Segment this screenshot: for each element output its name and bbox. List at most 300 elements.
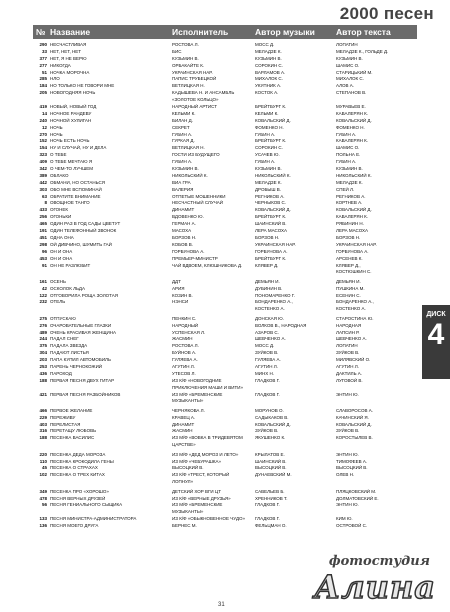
- song-lyrics-author: КОВАЛЬСКИЙ Д.: [336, 117, 372, 123]
- table-row: [33, 350, 417, 357]
- song-lyrics-author: ШАМИС О.: [336, 145, 360, 151]
- song-number: 220: [39, 451, 47, 457]
- song-lyrics-author: ПУШКИНА М.: [336, 285, 365, 291]
- song-lyrics-author: ЭНТИН Ю.: [336, 391, 359, 397]
- song-number: 110: [39, 458, 47, 464]
- song-number: 8: [44, 200, 47, 206]
- song-performer: «ЗОЛОТОЕ КОЛЬЦО»: [172, 97, 219, 103]
- song-number: 203: [39, 357, 47, 363]
- song-title: ОСЕНЬ: [50, 278, 66, 284]
- song-title: НУ И СЛУЧАЙ, НУ И ДЕЛА: [50, 145, 107, 151]
- song-performer: ИЗ М/Ф «ВОВКА В ТРИДЕВЯТОМ: [172, 435, 243, 441]
- song-performer: ВДОВЕНКО Ю.: [172, 214, 204, 220]
- song-lyrics-author: КУЗЬМИН В.: [336, 166, 363, 172]
- table-row: [33, 269, 417, 276]
- song-lyrics-author: МЕЛАДЗЕ К., ГОЛЬДЕ Д.: [336, 48, 389, 54]
- song-number: 304: [39, 350, 47, 356]
- song-music-author: ГЛАДКОВ Г.: [255, 502, 280, 508]
- table-row: [33, 415, 417, 422]
- song-music-author: ДУНАЕВСКИЙ М.: [255, 472, 292, 478]
- song-lyrics-author: КАВАЛЕРЯН К.: [336, 110, 369, 116]
- song-lyrics-author: ЛОПАТИН: [336, 42, 358, 47]
- song-lyrics-author: КАВАЛЕРЯН К.: [336, 214, 369, 220]
- song-number: 466: [39, 407, 47, 413]
- song-lyrics-author: РЯБИНИН Н.: [336, 221, 364, 227]
- table-row: [33, 465, 417, 472]
- song-music-author: СОРОКИН С.: [255, 62, 283, 68]
- song-lyrics-author: ДЕМЬЯН И.: [336, 278, 361, 284]
- song-title: НО ТОЛЬКО НЕ ГОВОРИ МНЕ: [50, 83, 115, 89]
- song-performer: ИЗ М/Ф «ДЕД МОРОЗ И ЛЕТО»: [172, 451, 239, 457]
- song-lyrics-author: ЭНТИН Ю.: [336, 502, 359, 508]
- song-performer: ГЕРМАН А.: [172, 221, 196, 227]
- song-title: ПЕСЕНКА О СТРАХАХ: [50, 465, 98, 471]
- song-lyrics-author: ОСТРОВОЙ С.: [336, 523, 368, 529]
- song-title: ПЕСЕНКА ПРО «ХОРОШО»: [50, 488, 109, 494]
- song-lyrics-author: КИМ Ю.: [336, 516, 353, 522]
- song-title: ПАРОХОД: [50, 370, 72, 376]
- song-performer: ЧАЙ ВДВОЕМ, КЛЮШНИКОВА Д.: [172, 262, 243, 268]
- song-music-author: ГЛАДКОВ Г.: [255, 391, 280, 397]
- song-title: ОБРАТИТЕ ВНИМАНИЕ: [50, 193, 101, 199]
- song-number: 42: [41, 285, 47, 291]
- song-performer: ГОРБУНОВА А.: [172, 248, 205, 254]
- song-music-author: МОСС Д.: [255, 343, 275, 349]
- song-lyrics-author: КОСТЕНКО А.: [336, 306, 366, 312]
- song-lyrics-author: ШЕВЧЕНКО А.: [336, 336, 367, 342]
- song-music-author: БРЕЙТБУРГ К.: [255, 104, 287, 110]
- song-performer: КУЗЬМИН В.: [172, 166, 199, 172]
- song-number: 409: [39, 159, 47, 165]
- song-title: НОЧНОЙ ХУЛИГАН: [50, 117, 92, 123]
- song-title: ОДНА ОНА: [50, 234, 74, 240]
- song-performer: ВЕТЛИЦКАЯ Н.: [172, 83, 205, 89]
- table-row: [33, 343, 417, 350]
- song-lyrics-author: ШАМИС О.: [336, 62, 360, 68]
- table-row: [33, 256, 417, 263]
- song-music-author: ШАИНСКИЙ В.: [255, 221, 287, 227]
- song-number: 419: [39, 104, 47, 110]
- song-music-author: САВЕЛЬЕВ Б.: [255, 488, 285, 494]
- song-lyrics-author: УКРАИНСКАЯ НАР.: [336, 241, 377, 247]
- song-performer: ИЗ М/Ф «ЧЕБУРАШКА»: [172, 458, 222, 464]
- song-title: ПЕСЕНКА ВАСИЛИС: [50, 435, 95, 441]
- song-music-author: КОВАЛЬСКИЙ Д.: [255, 421, 291, 427]
- song-performer: ДЕТСКИЙ ХОР ВГИ ЦТ: [172, 488, 221, 494]
- song-music-author: АГУТИН Л.: [255, 363, 278, 369]
- song-performer: ДИНАМИТ: [172, 207, 195, 213]
- song-performer: УСПЕНСКАЯ Л.: [172, 329, 206, 335]
- table-row: [33, 502, 417, 509]
- song-music-author: КРЫЛАТОВ Е.: [255, 451, 285, 457]
- song-number: 436: [39, 370, 47, 376]
- song-music-author: МИХАЛОК С.: [255, 76, 283, 82]
- song-performer: КРАВЕЦ А.: [172, 414, 196, 420]
- song-number: 96: [41, 248, 47, 254]
- song-performer: ПАПИС ТРУБЕЦКОЙ: [172, 76, 217, 82]
- song-number: 285: [39, 76, 47, 82]
- song-performer: ГОСТИ ИЗ БУДУЩЕГО: [172, 152, 220, 158]
- song-performer: ИЗ К/Ф «ВЕРНЫЕ ДРУЗЬЯ»: [172, 495, 231, 501]
- song-lyrics-author: ЛУГОВОЙ В.: [336, 377, 363, 383]
- song-title: НЕСЧАСТЛИВАЯ: [50, 42, 87, 47]
- table-row: [33, 180, 417, 187]
- song-performer: КОЗИН В.: [172, 292, 193, 298]
- table-row: [33, 56, 417, 63]
- song-lyrics-author: СЛАВОРОСОВ А.: [336, 407, 373, 413]
- table-row: [33, 408, 417, 415]
- table-row: [33, 371, 417, 378]
- table-row: [33, 442, 417, 449]
- song-music-author: РЕГНИКОВ А.: [255, 193, 285, 199]
- song-performer: ДДТ: [172, 278, 181, 284]
- song-performer: РОСТОВА Л.: [172, 42, 199, 47]
- song-title: НОЧЬ: [50, 131, 63, 137]
- song-lyrics-author: ГОРБУНОВА А.: [336, 248, 369, 254]
- disc-label: ДИСК: [426, 311, 446, 318]
- song-number: 465: [39, 221, 47, 227]
- table-row: [33, 472, 417, 479]
- song-lyrics-author: МИХАЛОК С.: [336, 76, 364, 82]
- table-row: [33, 306, 417, 313]
- song-performer: ВИА ГРА: [172, 179, 191, 185]
- song-music-author: ДУБИНИН В.: [255, 285, 283, 291]
- table-row: [33, 249, 417, 256]
- song-lyrics-author: ГУБИН А.: [336, 159, 357, 165]
- song-lyrics-author: АЛОВ А.: [336, 83, 355, 89]
- song-lyrics-author: ЛАПСИН Р.: [336, 329, 360, 335]
- song-lyrics-author: ГУБИН А.: [336, 131, 357, 137]
- table-row: [33, 214, 417, 221]
- song-title: ОДИН ТЕЛЕФОННЫЙ ЗВОНОК: [50, 228, 117, 234]
- song-title: ОН НЕ РАЗЛЮБИТ: [50, 262, 91, 268]
- song-number: 45: [41, 465, 47, 471]
- song-number: 316: [39, 428, 47, 434]
- song-title: ОТПУСКАЮ: [50, 315, 76, 321]
- table-row: [33, 242, 417, 249]
- song-music-author: НИКОЛЬСКИЙ К.: [255, 172, 291, 178]
- song-performer: НАРОДНЫЙ: [172, 322, 199, 328]
- song-title: НЕТ, НЕТ, НЕТ: [50, 48, 82, 54]
- song-lyrics-author: МЕЛАДЗЕ К.: [336, 179, 363, 185]
- table-row: [33, 452, 417, 459]
- song-title: ОН И ОНА: [50, 248, 73, 254]
- song-music-author: КУЗЬМИН В.: [255, 166, 282, 172]
- song-performer: ЖАСМИН: [172, 428, 193, 434]
- song-title: ПЕРВАЯ ПЕСНЯ ДВУХ ГИТАР: [50, 377, 115, 383]
- song-title: ПАДАЛА ЗВЕЗДА: [50, 343, 88, 349]
- song-lyrics-author: ЗУЙКОВ В.: [336, 428, 360, 434]
- song-music-author: ГУЛЯЕВА А.: [255, 357, 281, 363]
- song-performer: АРИЯ: [172, 285, 185, 291]
- song-title: ОГОНЕК: [50, 207, 69, 213]
- song-lyrics-author: АГУТИН Л.: [336, 363, 359, 369]
- song-number: 377: [39, 55, 47, 61]
- song-number: 270: [39, 131, 47, 137]
- song-title: ОВОЩНОЕ ТАНГО: [50, 200, 90, 206]
- song-title: НОВОГОДНЯЯ НОЧЬ: [50, 90, 96, 96]
- song-performer: БУЙНОВ А.: [172, 350, 197, 356]
- song-music-author: ДРОБЫШ В.: [255, 186, 282, 192]
- song-title: ПЕРЕЛИСТАЯ: [50, 421, 81, 427]
- table-row: [33, 104, 417, 111]
- song-lyrics-author: НАРОДНАЯ: [336, 322, 362, 328]
- header-performer: Исполнитель: [172, 27, 229, 37]
- song-lyrics-author: ДАКТИЛЬ А.: [336, 370, 363, 376]
- table-row: [33, 97, 417, 104]
- table-row: [33, 194, 417, 201]
- song-music-author: КОСТОК А.: [255, 90, 279, 96]
- song-title: ПЕРЕЖИВУ: [50, 414, 76, 420]
- song-music-author: КЕЛЬМИ К.: [255, 110, 279, 116]
- song-performer: ГУЛЯЕВА А.: [172, 357, 198, 363]
- song-lyrics-author: ВЫСОЦКИЙ В.: [336, 465, 368, 471]
- song-title: ПАПА КУПИЛ АВТОМОБИЛЬ: [50, 357, 111, 363]
- song-music-author: МОРУНОВ О.: [255, 407, 284, 413]
- song-title: НОЧЬ ЕСТЬ НОЧЬ: [50, 138, 90, 144]
- song-title: ПАДАЮТ ЛИСТЬЯ: [50, 350, 89, 356]
- table-row: [33, 187, 417, 194]
- song-number: 303: [39, 186, 47, 192]
- table-row: [33, 263, 417, 270]
- song-performer: МАСОХА: [172, 228, 192, 234]
- song-music-author: БРЕЙТБУРГ К.: [255, 214, 287, 220]
- song-music-author: СОРОКИН С.: [255, 145, 283, 151]
- song-performer: ИЗ М/Ф «БРЕМЕНСКИЕ: [172, 391, 223, 397]
- song-lyrics-author: КОРОСТЫЛЕВ В.: [336, 435, 373, 441]
- song-title: НИКОГДА: [50, 62, 71, 68]
- song-title: ОТЕЛЬ: [50, 299, 66, 305]
- song-title: ОБМАНИ, НО ОСТАНЬСЯ: [50, 179, 105, 185]
- song-lyrics-author: СТАРИЦЬКИЙ М.: [336, 69, 373, 75]
- table-row: [33, 357, 417, 364]
- song-music-author: ВАРЛАМОВ А.: [255, 69, 286, 75]
- song-performer: ПРЕМЬЕР-МИНИСТР: [172, 255, 218, 261]
- table-row: [33, 489, 417, 496]
- song-performer: ГУРКАЯ Д.: [172, 138, 195, 144]
- header-num: №: [36, 27, 46, 37]
- header-title: Название: [50, 27, 91, 37]
- song-title: ОБО МНЕ ВСПОМИНАЙ: [50, 186, 102, 192]
- song-performer: КУЗЬМИН В.: [172, 55, 199, 61]
- song-performer: ВАЛЕРИЯ: [172, 186, 194, 192]
- song-performer: РОСТОВА Л.: [172, 343, 199, 349]
- song-title: ПЕСНЯ МОЕГО ДРУГА: [50, 523, 99, 529]
- song-performer: ЧЕРНЯКОВА Л.: [172, 407, 205, 413]
- song-lyrics-author: КЛЯВЕР Д.,: [336, 262, 361, 268]
- song-music-author: КЛЯВЕР Д.: [255, 262, 279, 268]
- table-row: [33, 138, 417, 145]
- song-performer: АГУТИН Л.: [172, 363, 195, 369]
- song-music-author: МОСС Д.: [255, 42, 275, 47]
- song-music-author: ГЛАДКОВ Г.: [255, 377, 280, 383]
- table-row: [33, 323, 417, 330]
- song-performer: КОБОВ В.: [172, 241, 193, 247]
- song-performer: ИЗ К/Ф «НОВОГОДНИЕ: [172, 377, 222, 383]
- song-number: 290: [39, 42, 47, 47]
- table-row: [33, 364, 417, 371]
- song-music-author: ФОМЕНКО Н.: [255, 124, 284, 130]
- song-performer: НЕСЧАСТНЫЙ СЛУЧАЙ: [172, 200, 223, 206]
- table-row: [33, 523, 417, 530]
- song-lyrics-author: ЭНТИН Ю.: [336, 451, 359, 457]
- song-music-author: ДОНСКАЯ Ю.: [255, 315, 284, 321]
- song-music-author: УСАЧЕВ Ю.: [255, 152, 280, 158]
- song-title: НЕТ, Я НЕ ВЕРЮ: [50, 55, 87, 61]
- song-lyrics-author: ТИМОФЕЕВ А.: [336, 458, 368, 464]
- song-number: 342: [39, 166, 47, 172]
- table-row: [33, 70, 417, 77]
- song-title: ПЕСЕНКА О ТРЕХ КИТАХ: [50, 472, 105, 478]
- song-title: НОЧНОЕ РАНДЕВУ: [50, 110, 92, 116]
- song-music-author: БОНДАРЕНКО А.,: [255, 299, 293, 305]
- table-row: [33, 145, 417, 152]
- song-title: ОГОНЬКИ: [50, 214, 72, 220]
- song-title: НОВЫЙ, НОВЫЙ ГОД: [50, 104, 97, 110]
- table-row: [33, 132, 417, 139]
- song-number: 188: [39, 377, 47, 383]
- song-music-author: БРЕЙТБУРГ К.: [255, 255, 287, 261]
- song-lyrics-author: БОНДАРЕНКО А.,: [336, 299, 374, 305]
- page-number: 31: [218, 602, 225, 608]
- song-music-author: ПОНОМАРЕНКО Г.: [255, 292, 295, 298]
- table-row: [33, 496, 417, 503]
- song-performer: ИЗ М/Ф «БРЕМЕНСКИЕ: [172, 502, 223, 508]
- song-title: ОТГОВОРИЛА РОЩА ЗОЛОТАЯ: [50, 292, 119, 298]
- song-title: ПЕСЕНКА КРОКОДИЛА ГЕНЫ: [50, 458, 114, 464]
- song-music-author: ДЕМЬЯН И.: [255, 278, 280, 284]
- song-title: ПЕСНЯ ВЕРНЫХ ДРУЗЕЙ: [50, 495, 106, 501]
- song-title: НОЧЬ: [50, 124, 63, 130]
- song-number: 133: [39, 516, 47, 522]
- song-title: ПЕСЕНКА ДЕДА МОРОЗА: [50, 451, 106, 457]
- disc-number: 4: [427, 318, 445, 351]
- song-performer: БИЛАН Д.: [172, 117, 193, 123]
- song-music-author: КУЗЬМИН В.: [255, 55, 282, 61]
- table-row: [33, 385, 417, 392]
- song-lyrics-author: РЕГНИКОВ А.: [336, 193, 366, 199]
- song-lyrics-author: ЗУЙКОВ В.: [336, 350, 360, 356]
- table-row: [33, 42, 417, 49]
- song-lyrics-author: НИКОЛЬСКИЙ К.: [336, 172, 372, 178]
- watermark-logo: Алина: [314, 568, 436, 606]
- song-number: 232: [39, 299, 47, 305]
- song-music-author: ЛЕРА МАСОХА: [255, 228, 288, 234]
- song-number: 478: [39, 495, 47, 501]
- table-row: [33, 516, 417, 523]
- song-title: ПЕРВАЯ ПЕСНЯ РАЗБОЙНИКОВ: [50, 391, 121, 397]
- table-row: [33, 63, 417, 70]
- song-number: 161: [39, 278, 47, 284]
- song-number: 122: [39, 292, 47, 298]
- song-performer: УТЕСОВ Л.: [172, 370, 196, 376]
- song-number: 349: [39, 488, 47, 494]
- table-row: [33, 125, 417, 132]
- song-title: ОЧЕНЬ КРАСИВАЯ ЖЕНЩИНА: [50, 329, 117, 335]
- song-lyrics-author: СТАРОСТИНА Ю.: [336, 315, 374, 321]
- song-music-author: МЕЛАДЗЕ К.: [255, 48, 282, 54]
- table-row: [33, 90, 417, 97]
- song-title: ПЕСНЯ МИНИСТРА-АДМИНИСТРАТОРА: [50, 516, 137, 522]
- table-row: [33, 235, 417, 242]
- song-performer: ВЕТЛИЦКАЯ Н.: [172, 145, 205, 151]
- watermark-studio: фотостудия: [328, 554, 430, 569]
- song-performer: БОРЗОВ Н.: [172, 234, 197, 240]
- song-title: НОЧКА МОРОЧНА: [50, 69, 90, 75]
- song-lyrics-author: МУРАВЬЕВ Е.: [336, 104, 366, 110]
- song-number: 275: [39, 315, 47, 321]
- song-lyrics-author: ПЛЯЦКОВСКИЙ М.: [336, 488, 377, 494]
- song-music-author: УКУПНИК А.: [255, 83, 282, 89]
- disc-tab: [422, 305, 450, 379]
- song-title: ПЕРЕТАЩУ ЛЮБОВЬ: [50, 428, 97, 434]
- song-music-author: КОСТЕНКО А.: [255, 306, 285, 312]
- song-number: 442: [39, 179, 47, 185]
- song-performer: УКРАИНСКАЯ НАР.: [172, 69, 213, 75]
- song-music-author: ХРЕННИКОВ Т.: [255, 495, 288, 501]
- page-title: 2000 песен: [339, 4, 434, 23]
- table-row: [33, 221, 417, 228]
- table-row: [33, 509, 417, 516]
- table-row: [33, 76, 417, 83]
- song-number: 152: [39, 138, 47, 144]
- song-lyrics-author: КОВАЛЬСКИЙ Д.: [336, 421, 372, 427]
- table-row: [33, 398, 417, 405]
- song-music-author: КОВАЛЬСКИЙ Д.: [255, 117, 291, 123]
- song-music-author: БОРЗОВ Н.: [255, 234, 280, 240]
- song-performer: МУЗЫКАНТЫ»: [172, 509, 204, 515]
- song-music-author: ФЕЛЬЦМАН О.: [255, 523, 287, 529]
- table-row: [33, 459, 417, 466]
- song-title: ОН И ОНА: [50, 255, 73, 261]
- song-number: 154: [39, 145, 47, 151]
- song-number: 298: [39, 241, 47, 247]
- song-title: ОСКОЛОК ЛЬДА: [50, 285, 85, 291]
- song-number: 188: [39, 435, 47, 441]
- song-number: 276: [39, 322, 47, 328]
- song-lyrics-author: СТЕПАНОВ В.: [336, 90, 367, 96]
- song-title: ПАДАЛ СНЕГ: [50, 336, 79, 342]
- song-number: 184: [39, 83, 47, 89]
- song-music-author: ШЕВЧЕНКО А.: [255, 336, 286, 342]
- table-row: [33, 228, 417, 235]
- song-number: 375: [39, 343, 47, 349]
- song-music-author: ЯКУШЕНКО К.: [255, 435, 286, 441]
- song-lyrics-author: ОЛЕВ Н.: [336, 472, 355, 478]
- song-performer: БИС: [172, 48, 182, 54]
- table-row: [33, 428, 417, 435]
- table-row: [33, 336, 417, 343]
- table-row: [33, 479, 417, 486]
- song-number: 253: [39, 363, 47, 369]
- song-number: 56: [41, 502, 47, 508]
- song-lyrics-author: КОВАЛЬСКИЙ Д.: [336, 207, 372, 213]
- song-number: 433: [39, 207, 47, 213]
- song-number: 323: [39, 152, 47, 158]
- song-title: О ТЕБЕ МЕЧТАЮ Я: [50, 159, 93, 165]
- song-lyrics-author: ЛЕРА МАСОХА: [336, 228, 369, 234]
- song-number: 240: [39, 117, 47, 123]
- table-row: [33, 166, 417, 173]
- song-lyrics-author: СПЕЙ Л.: [336, 186, 355, 192]
- song-lyrics-author: КАВАЛЕРЯН К.: [336, 138, 369, 144]
- song-performer: КЕЛЬМИ К.: [172, 110, 196, 116]
- song-performer: ГУБИН А.: [172, 159, 193, 165]
- song-title: ОЙ ДИВЧИНО, ШУМИТЬ ГАЙ: [50, 241, 112, 247]
- song-performer: ОРБАКАЙТЕ К.: [172, 62, 205, 68]
- song-title: ОЧАРОВАТЕЛЬНЫЕ ГЛАЗКИ: [50, 322, 112, 328]
- table-row: [33, 286, 417, 293]
